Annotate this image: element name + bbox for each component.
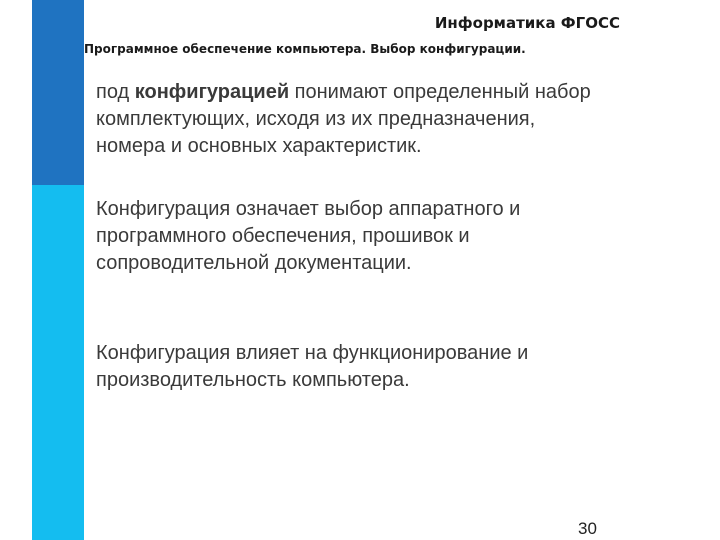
- paragraph-definition: [96, 79, 706, 160]
- text-suffix: понимают определенный набор: [289, 81, 591, 103]
- paragraph-selection: [96, 196, 706, 277]
- paragraph-line: комплектующих, исходя из их предназначения,: [96, 108, 536, 130]
- text-prefix: под: [96, 81, 135, 103]
- paragraph-influence: [96, 340, 706, 394]
- paragraph-line: [96, 79, 706, 106]
- accent-bar-dark: [32, 0, 84, 185]
- accent-bar-light: [32, 185, 84, 540]
- paragraph-line: программного обеспечения, прошивок и: [96, 225, 470, 247]
- page-number: 30: [578, 519, 597, 538]
- paragraph-line: производительность компьютера.: [96, 369, 410, 391]
- paragraph-line: номера и основных характеристик.: [96, 135, 422, 157]
- paragraph-line: Конфигурация влияет на функционирование и: [96, 342, 529, 364]
- paragraph-line: Конфигурация означает выбор аппаратного и: [96, 198, 521, 220]
- course-title: Информатика ФГОСС: [434, 14, 620, 32]
- topic-title: Программное обеспечение компьютера. Выбор конфигурации.: [84, 42, 526, 56]
- term-bold: конфигурацией: [134, 81, 290, 103]
- paragraph-line: сопроводительной документации.: [96, 252, 412, 274]
